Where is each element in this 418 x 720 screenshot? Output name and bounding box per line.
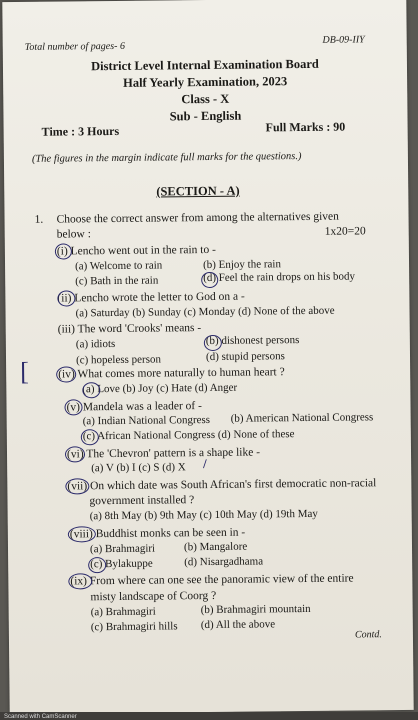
pen-tick-mark: / bbox=[203, 456, 207, 472]
option: (d) All the above bbox=[200, 618, 276, 632]
option: (a) 8th May (b) 9th May (c) 10th May (d) 19th May bbox=[89, 507, 318, 523]
option: (b) Mangalore bbox=[183, 540, 248, 554]
item-stem: (i) Lencho went out in the rain to - bbox=[56, 243, 216, 258]
option: (a) Brahmagiri bbox=[90, 605, 156, 619]
option: (a) idiots bbox=[75, 337, 116, 351]
option: (c) Bath in the rain bbox=[75, 274, 159, 288]
option: (a) Indian National Congress bbox=[82, 413, 211, 428]
item-stem: (v) Mandela was a leader of - bbox=[66, 400, 202, 414]
section-heading: (SECTION - A) bbox=[156, 183, 240, 199]
class-label: Class - X bbox=[181, 91, 230, 107]
item-stem-2: misty landscape of Coorg ? bbox=[90, 589, 217, 604]
option: (a) Brahmagiri bbox=[89, 542, 156, 556]
option: (a) Welcome to rain bbox=[74, 259, 163, 273]
pen-circle-mark bbox=[64, 399, 82, 415]
question-text: Choose the correct answer from among the alternatives given bbox=[56, 210, 339, 226]
full-marks-label: Full Marks : 90 bbox=[265, 119, 346, 135]
instruction-text: (The figures in the margin indicate full marks for the questions.) bbox=[31, 151, 302, 165]
item-stem: (vii) On which date was South African's first democratic non-racial bbox=[67, 477, 377, 493]
pen-circle-mark bbox=[204, 335, 222, 351]
item-stem: (iv) What comes more naturally to human heart ? bbox=[58, 366, 285, 381]
option: (c) African National Congress (d) None of these bbox=[82, 428, 295, 443]
option: (d) stupid persons bbox=[205, 350, 285, 364]
subject-label: Sub - English bbox=[169, 108, 242, 124]
option: (a) Saturday (b) Sunday (c) Monday (d) None of the above bbox=[75, 304, 335, 320]
item-stem: (iii) The word 'Crooks' means - bbox=[57, 322, 202, 336]
pen-circle-mark bbox=[57, 290, 75, 306]
question-marks: 1x20=20 bbox=[324, 225, 366, 238]
item-stem: (vi) The 'Chevron' pattern is a shape like - bbox=[66, 446, 261, 461]
option: (a) Love (b) Joy (c) Hate (d) Anger bbox=[82, 381, 238, 396]
option: (b) American National Congress bbox=[230, 411, 374, 425]
option: (b) dishonest persons bbox=[205, 334, 300, 348]
pen-circle-mark bbox=[56, 366, 76, 382]
pen-circle-mark bbox=[201, 272, 218, 288]
pen-circle-mark bbox=[81, 429, 99, 445]
exam-paper bbox=[2, 0, 413, 714]
option: (d) Feel the rain drops on his body bbox=[203, 270, 356, 285]
pen-circle-mark bbox=[55, 243, 72, 259]
item-stem: (viii) Buddhist monks can be seen in - bbox=[69, 526, 246, 541]
question-number: 1. bbox=[34, 213, 44, 226]
margin-bracket-mark: [ bbox=[19, 356, 29, 386]
total-pages: Total number of pages- 6 bbox=[24, 40, 126, 53]
option: (d) Nisargadhama bbox=[184, 555, 264, 569]
item-stem-2: government installed ? bbox=[89, 494, 195, 508]
option: (c) Brahmagiri hills bbox=[90, 620, 178, 634]
continued-label: Contd. bbox=[354, 629, 382, 641]
pen-circle-mark bbox=[88, 557, 106, 573]
paper-code: DB-09-IIY bbox=[322, 34, 365, 46]
option: (a) V (b) I (c) S (d) X bbox=[91, 461, 186, 475]
item-stem: (ix) From where can one see the panoramic view of the entire bbox=[70, 572, 354, 588]
option: (b) Enjoy the rain bbox=[202, 258, 282, 272]
option: (c) hopeless person bbox=[75, 353, 162, 367]
exam-title: Half Yearly Examination, 2023 bbox=[122, 74, 288, 90]
item-stem: (ii) Lencho wrote the letter to God on a - bbox=[57, 290, 245, 305]
option: (b) Brahmagiri mountain bbox=[200, 602, 311, 617]
time-label: Time : 3 Hours bbox=[41, 123, 120, 139]
scanner-watermark: Scanned with CamScanner bbox=[4, 714, 77, 720]
question-text-2: below : bbox=[56, 228, 91, 241]
option: (c) Bylakuppe bbox=[90, 557, 153, 571]
board-title: District Level Internal Examination Board bbox=[90, 56, 319, 74]
pen-circle-mark bbox=[82, 382, 100, 398]
